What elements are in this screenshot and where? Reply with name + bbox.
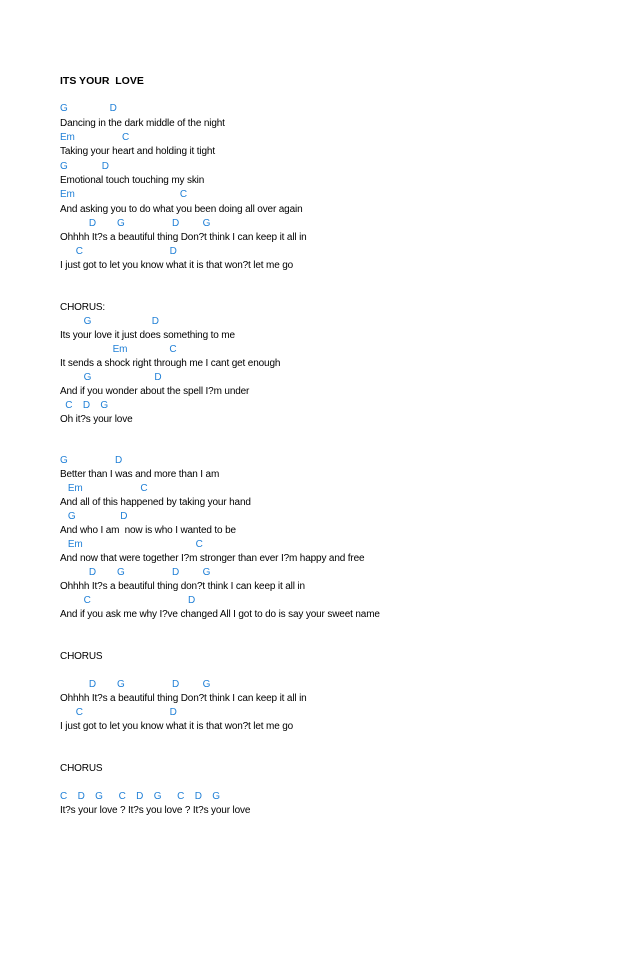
- lyric-line: And who I am now is who I wanted to be: [60, 525, 236, 536]
- lyric-line: Its your love it just does something to me: [60, 330, 235, 341]
- lyric-line: And if you ask me why I?ve changed All I got to do is say your sweet name: [60, 609, 380, 620]
- chord-line: Em C: [60, 344, 177, 355]
- lyric-line: And asking you to do what you been doing all over again: [60, 204, 303, 215]
- chord-line: Em C: [60, 483, 148, 494]
- chord-line: G D: [60, 316, 159, 327]
- chord-line: D G D G: [60, 218, 211, 229]
- lyric-line: Better than I was and more than I am: [60, 469, 220, 480]
- chord-line: Em C: [60, 189, 187, 200]
- lyric-line: And if you wonder about the spell I?m under: [60, 386, 250, 397]
- lyric-line: And now that were together I?m stronger than ever I?m happy and free: [60, 553, 365, 564]
- chord-line: G D: [60, 372, 162, 383]
- chord-line: G D: [60, 511, 128, 522]
- lyric-line: I just got to let you know what it is that won?t let me go: [60, 260, 294, 271]
- lyric-line: Emotional touch touching my skin: [60, 175, 205, 186]
- chord-line: G D: [60, 455, 123, 466]
- section-label-chorus: CHORUS: [60, 763, 103, 774]
- chord-line: G D: [60, 161, 109, 172]
- lyric-line: Ohhhh It?s a beautiful thing Don?t think I can keep it all in: [60, 693, 307, 704]
- chord-line: C D: [60, 246, 177, 257]
- chord-line: D G D G: [60, 679, 211, 690]
- chord-line: C D: [60, 707, 177, 718]
- lyric-line: Dancing in the dark middle of the night: [60, 118, 225, 129]
- lyric-line: Oh it?s your love: [60, 414, 133, 425]
- chord-line: C D: [60, 595, 196, 606]
- section-label-chorus: CHORUS: [60, 651, 103, 662]
- song-title: ITS YOUR LOVE: [60, 75, 144, 87]
- chord-line: C D G: [60, 400, 109, 411]
- chord-line: G D: [60, 103, 117, 114]
- lyric-line: Taking your heart and holding it tight: [60, 146, 215, 157]
- lyric-line: Ohhhh It?s a beautiful thing don?t think I can keep it all in: [60, 581, 305, 592]
- chord-line: Em C: [60, 539, 203, 550]
- section-label-chorus: CHORUS:: [60, 302, 106, 313]
- lyric-line: Ohhhh It?s a beautiful thing Don?t think I can keep it all in: [60, 232, 307, 243]
- chord-line: C D G C D G C D G: [60, 791, 220, 802]
- lyric-line: It sends a shock right through me I cant get enough: [60, 358, 281, 369]
- lyric-line: It?s your love ? It?s you love ? It?s your love: [60, 805, 251, 816]
- chord-line: D G D G: [60, 567, 211, 578]
- lyric-line: And all of this happened by taking your hand: [60, 497, 251, 508]
- lyric-line: I just got to let you know what it is that won?t let me go: [60, 721, 294, 732]
- chord-line: Em C: [60, 132, 130, 143]
